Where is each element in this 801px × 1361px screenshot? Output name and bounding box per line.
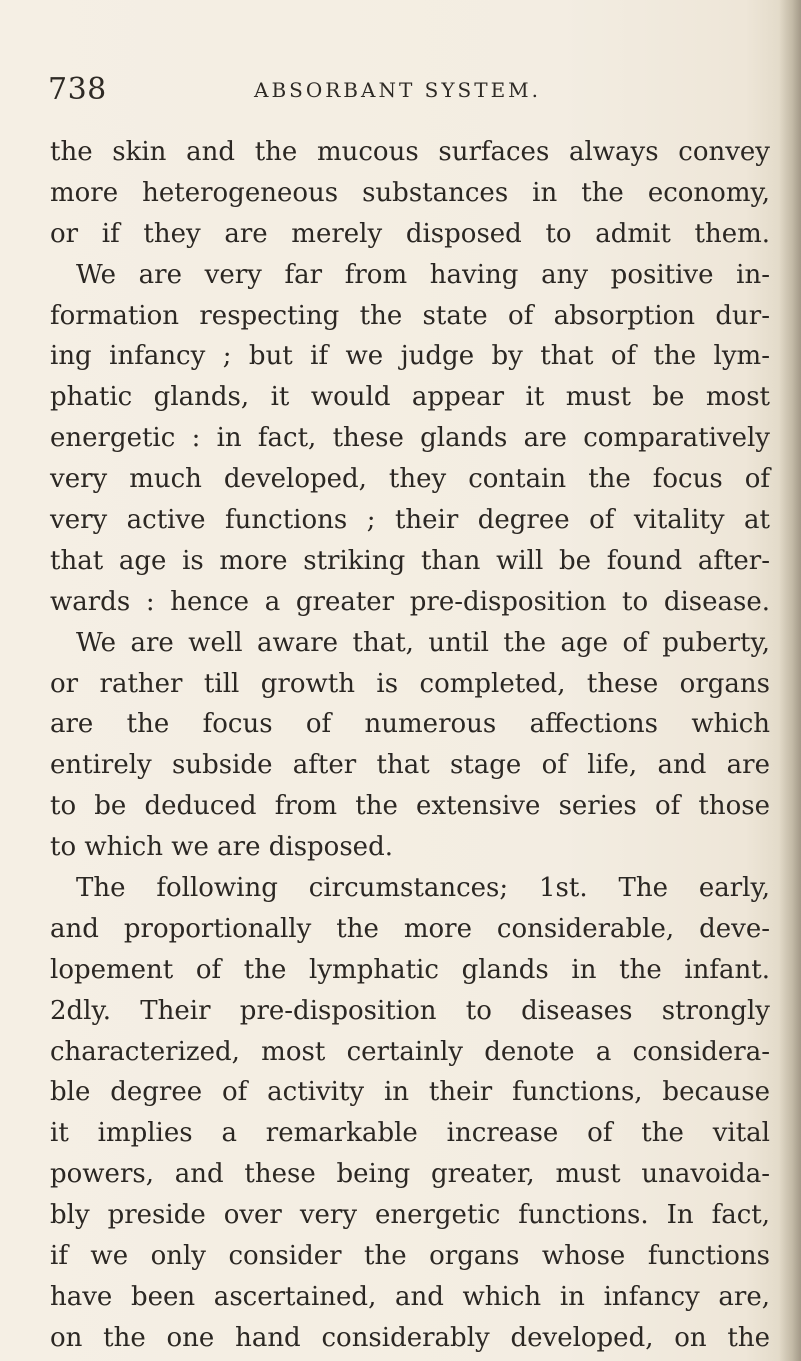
text-line: that age is more striking than will be found after- <box>50 545 770 576</box>
text-line: wards : hence a greater pre-disposition to disease. <box>50 586 770 617</box>
text-line: and proportionally the more considerable, deve- <box>50 913 770 944</box>
text-line: entirely subside after that stage of life, and are <box>50 750 770 781</box>
text-line: if we only consider the organs whose functions <box>50 1241 770 1272</box>
page-header <box>48 72 748 116</box>
page-number: 738 <box>48 72 107 107</box>
text-line: are the focus of numerous affections which <box>50 709 770 740</box>
text-line: ble degree of activity in their functions, because <box>50 1077 770 1108</box>
text-line: The following circumstances; 1st. The early, <box>76 873 770 904</box>
text-line: phatic glands, it would appear it must be most <box>50 382 770 413</box>
text-line: very active functions ; their degree of vitality at <box>50 505 770 536</box>
text-line: to be deduced from the extensive series of those <box>50 791 770 822</box>
text-line: powers, and these being greater, must unavoida- <box>50 1159 770 1190</box>
text-line: the skin and the mucous surfaces always convey <box>50 137 770 167</box>
text-line: very much developed, they contain the focus of <box>50 464 770 495</box>
text-line: have been ascertained, and which in infancy are, <box>50 1281 770 1312</box>
body-text <box>50 132 770 1359</box>
text-line: energetic : in fact, these glands are comparatively <box>50 423 770 454</box>
text-line: or rather till growth is completed, these organs <box>50 668 770 699</box>
text-line: on the one hand considerably developed, on the <box>50 1322 770 1353</box>
page-edge-shadow <box>779 0 801 1361</box>
text-line: formation respecting the state of absorption dur- <box>50 300 770 331</box>
text-line: characterized, most certainly denote a considera- <box>50 1036 770 1067</box>
text-line: 2dly. Their pre-disposition to diseases strongly <box>50 995 770 1026</box>
text-line: more heterogeneous substances in the economy, <box>50 177 770 208</box>
text-line: ing infancy ; but if we judge by that of the lym- <box>50 341 770 372</box>
running-head: ABSORBANT SYSTEM. <box>254 78 542 102</box>
text-line: or if they are merely disposed to admit them. <box>50 218 770 249</box>
text-line: We are well aware that, until the age of puberty, <box>76 627 770 658</box>
text-line: We are very far from having any positive in- <box>76 259 770 290</box>
text-line: lopement of the lymphatic glands in the infant. <box>50 954 770 985</box>
text-line: to which we are disposed. <box>50 832 393 863</box>
text-line: it implies a remarkable increase of the vital <box>50 1118 770 1149</box>
text-line: bly preside over very energetic functions. In fact, <box>50 1200 770 1231</box>
